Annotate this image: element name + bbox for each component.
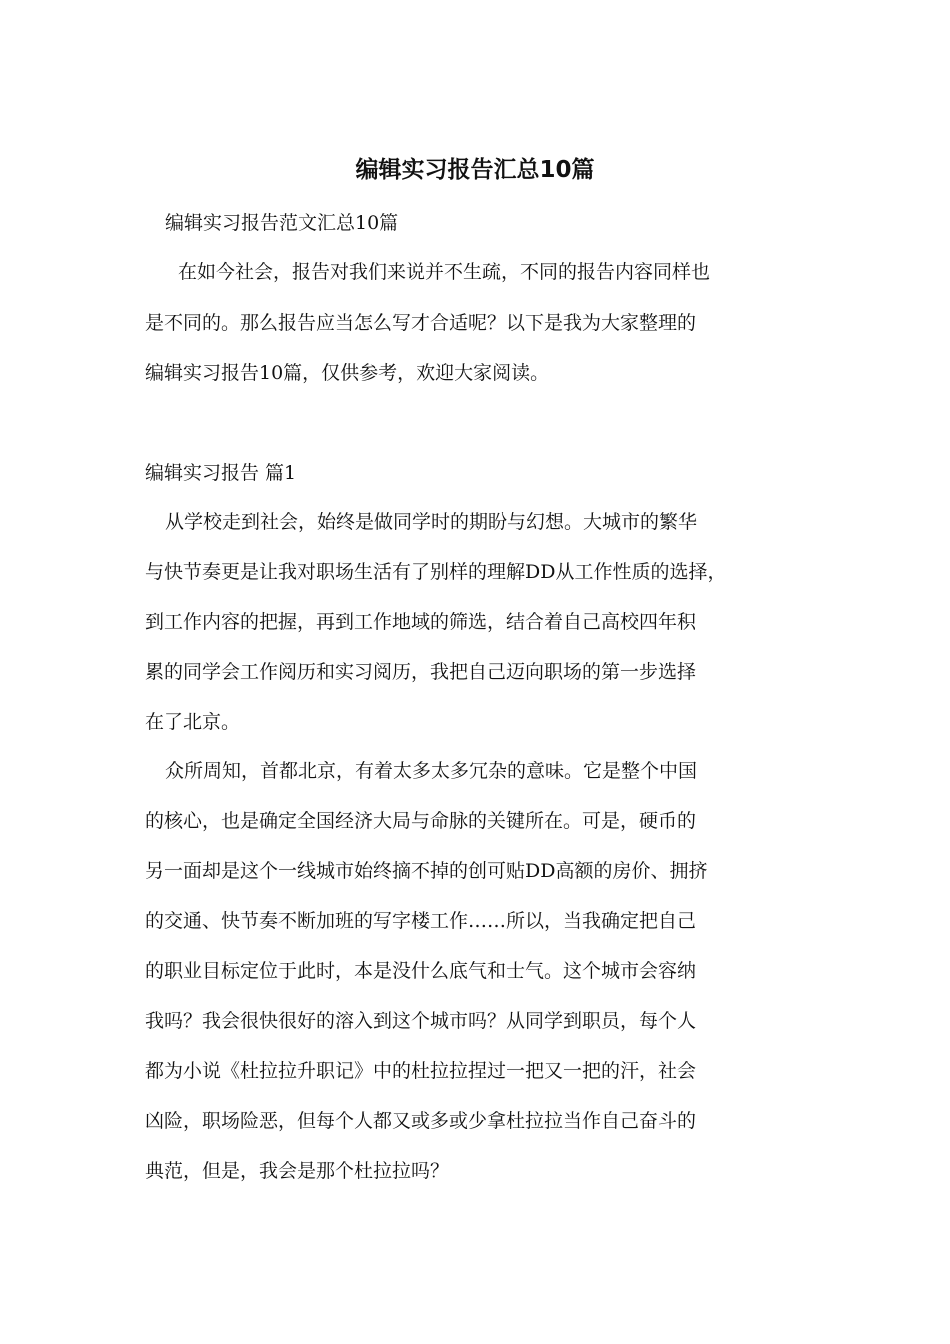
intro-line: 编辑实习报告10篇，仅供参考，欢迎大家阅读。 [145,362,550,384]
paragraph-line: 到工作内容的把握，再到工作地域的筛选，结合着自己高校四年积 [145,611,697,633]
paragraph-line: 的职业目标定位于此时，本是没什么底气和士气。这个城市会容纳 [145,960,697,982]
paragraph-line: 与快节奏更是让我对职场生活有了别样的理解DD从工作性质的选择， [145,561,727,583]
paragraph-line: 都为小说《杜拉拉升职记》中的杜拉拉捏过一把又一把的汗，社会 [145,1060,697,1082]
paragraph-line: 典范，但是，我会是那个杜拉拉吗？ [145,1160,450,1182]
intro-line: 在如今社会，报告对我们来说并不生疏，不同的报告内容同样也 [178,261,711,283]
paragraph-line: 另一面却是这个一线城市始终摘不掉的创可贴DD高额的房价、拥挤 [145,860,708,882]
document-title: 编辑实习报告汇总10篇 [355,157,595,183]
paragraph-line: 的交通、快节奏不断加班的写字楼工作……所以，当我确定把自己 [145,910,697,932]
paragraph-line: 众所周知，首都北京，有着太多太多冗杂的意味。它是整个中国 [165,760,698,782]
intro-line: 是不同的。那么报告应当怎么写才合适呢？以下是我为大家整理的 [145,312,697,334]
paragraph-line: 从学校走到社会，始终是做同学时的期盼与幻想。大城市的繁华 [165,511,698,533]
section-heading: 编辑实习报告 篇1 [145,462,297,484]
paragraph-line: 累的同学会工作阅历和实习阅历，我把自己迈向职场的第一步选择 [145,661,697,683]
paragraph-line: 凶险，职场险恶，但每个人都又或多或少拿杜拉拉当作自己奋斗的 [145,1110,697,1132]
document-subtitle: 编辑实习报告范文汇总10篇 [165,212,399,234]
paragraph-line: 的核心，也是确定全国经济大局与命脉的关键所在。可是，硬币的 [145,810,697,832]
paragraph-line: 我吗？我会很快很好的溶入到这个城市吗？从同学到职员，每个人 [145,1010,697,1032]
paragraph-line: 在了北京。 [145,711,241,733]
